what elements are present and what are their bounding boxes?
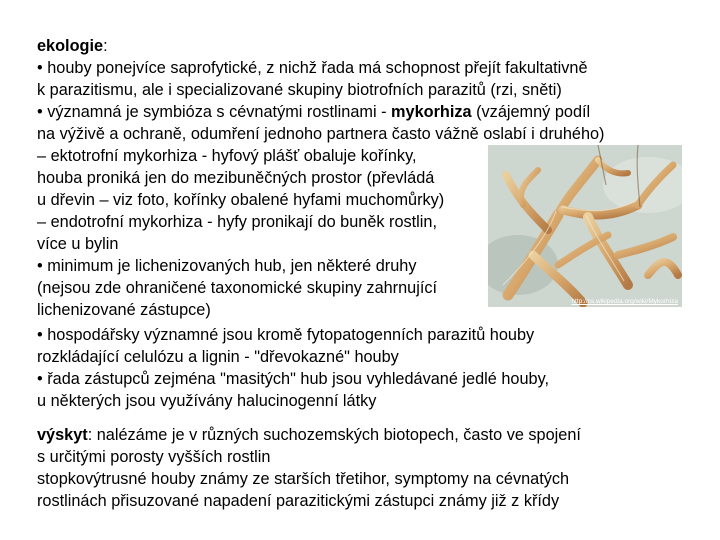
text-line: • významná je symbióza s cévnatými rostlinami - mykorhiza (vzájemný podíl (37, 103, 591, 121)
text-line: – endotrofní mykorhiza - hyfy pronikají do buněk rostlin, (37, 213, 437, 231)
text-line: stopkovýtrusné houby známy ze starších třetihor, symptomy na cévnatých (37, 470, 570, 488)
ecology-heading: ekologie (37, 37, 104, 55)
text-line: více u bylin (37, 235, 119, 253)
text-line: na výživě a ochraně, odumření jednoho partnera často vážně oslabí i druhého) (37, 125, 605, 143)
text-line: rostlinách přisuzované napadení parazitickými zástupci známy již z křídy (37, 492, 560, 510)
ecology-heading-line: ekologie: (37, 37, 108, 55)
text-line: houba proniká jen do mezibuněčných prostor (převládá (37, 169, 435, 187)
occurrence-heading-line: výskyt: nalézáme je v různých suchozemských biotopech, často ve spojení (37, 426, 581, 444)
text-line: k parazitismu, ale i specializované skupiny biotrofních parazitů (rzi, sněti) (37, 81, 562, 99)
text-line: lichenizované zástupce) (37, 301, 211, 319)
text-line: – ektotrofní mykorhiza - hyfový plášť obaluje kořínky, (37, 147, 417, 165)
mycorrhiza-photo (488, 145, 682, 307)
text-line: • minimum je lichenizovaných hub, jen některé druhy (37, 257, 417, 275)
text-line: (nejsou zde ohraničené taxonomické skupiny zahrnující (37, 279, 438, 297)
text-line: • hospodářsky významné jsou kromě fytopatogenních parazitů houby (37, 326, 535, 344)
root-hyphae-illustration (488, 145, 682, 307)
text-line: rozkládající celulózu a lignin - "dřevokazné" houby (37, 348, 399, 366)
text-line: u některých jsou využívány halucinogenní látky (37, 392, 377, 410)
text-line: u dřevin – viz foto, kořínky obalené hyfami muchomůrky) (37, 191, 445, 209)
photo-credit-link[interactable]: http://cs.wikipedia.org/wiki/Mykorhiza (571, 298, 678, 305)
text-line: • houby ponejvíce saprofytické, z nichž řada má schopnost přejít fakultativně (37, 59, 588, 77)
text-line: s určitými porosty vyšších rostlin (37, 448, 271, 466)
text-line: • řada zástupců zejména "masitých" hub jsou vyhledávané jedlé houby, (37, 370, 550, 388)
occurrence-heading: výskyt (37, 426, 88, 444)
mycorrhiza-term: mykorhiza (391, 103, 472, 121)
